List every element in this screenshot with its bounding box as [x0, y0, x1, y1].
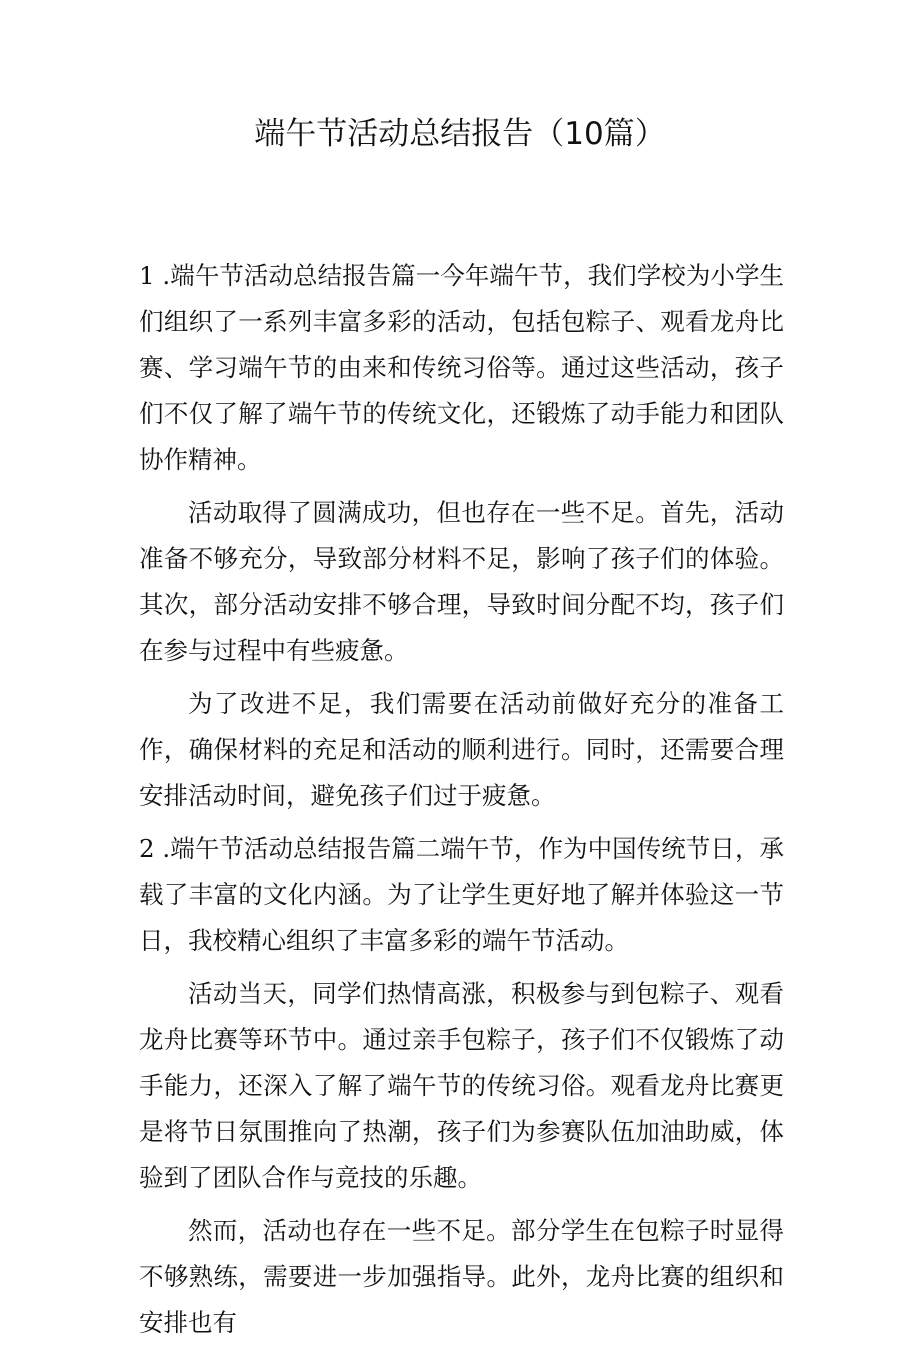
paragraph-6: 然而，活动也存在一些不足。部分学生在包粽子时显得不够熟练，需要进一步加强指导。此外，龙舟比赛的组织和安排也有: [139, 1216, 784, 1337]
paragraph-4: 2 .端午节活动总结报告篇二端午节，作为中国传统节日，承载了丰富的文化内涵。为了让学生更好地了解并体验这一节日，我校精心组织了丰富多彩的端午节活动。: [139, 834, 784, 955]
document-title: 端午节活动总结报告（10篇）: [254, 116, 666, 152]
paragraph-1: 1 .端午节活动总结报告篇一今年端午节，我们学校为小学生们组织了一系列丰富多彩的活动，包括包粽子、观看龙舟比赛、学习端午节的由来和传统习俗等。通过这些活动，孩子们不仅了解了端午节的传统文化，还锻炼了动手能力和团队协作精神。: [139, 261, 784, 474]
document-body: [139, 253, 784, 1346]
paragraph-2: 活动取得了圆满成功，但也存在一些不足。首先，活动准备不够充分，导致部分材料不足，影响了孩子们的体验。其次，部分活动安排不够合理，导致时间分配不均，孩子们在参与过程中有些疲惫。: [139, 498, 784, 665]
paragraph-5: 活动当天，同学们热情高涨，积极参与到包粽子、观看龙舟比赛等环节中。通过亲手包粽子，孩子们不仅锻炼了动手能力，还深入了解了端午节的传统习俗。观看龙舟比赛更是将节日氛围推向了热潮，孩子们为参赛队伍加油助威，体验到了团队合作与竞技的乐趣。: [139, 979, 784, 1192]
paragraph-3: 为了改进不足，我们需要在活动前做好充分的准备工作，确保材料的充足和活动的顺利进行。同时，还需要合理安排活动时间，避免孩子们过于疲惫。: [139, 689, 784, 810]
